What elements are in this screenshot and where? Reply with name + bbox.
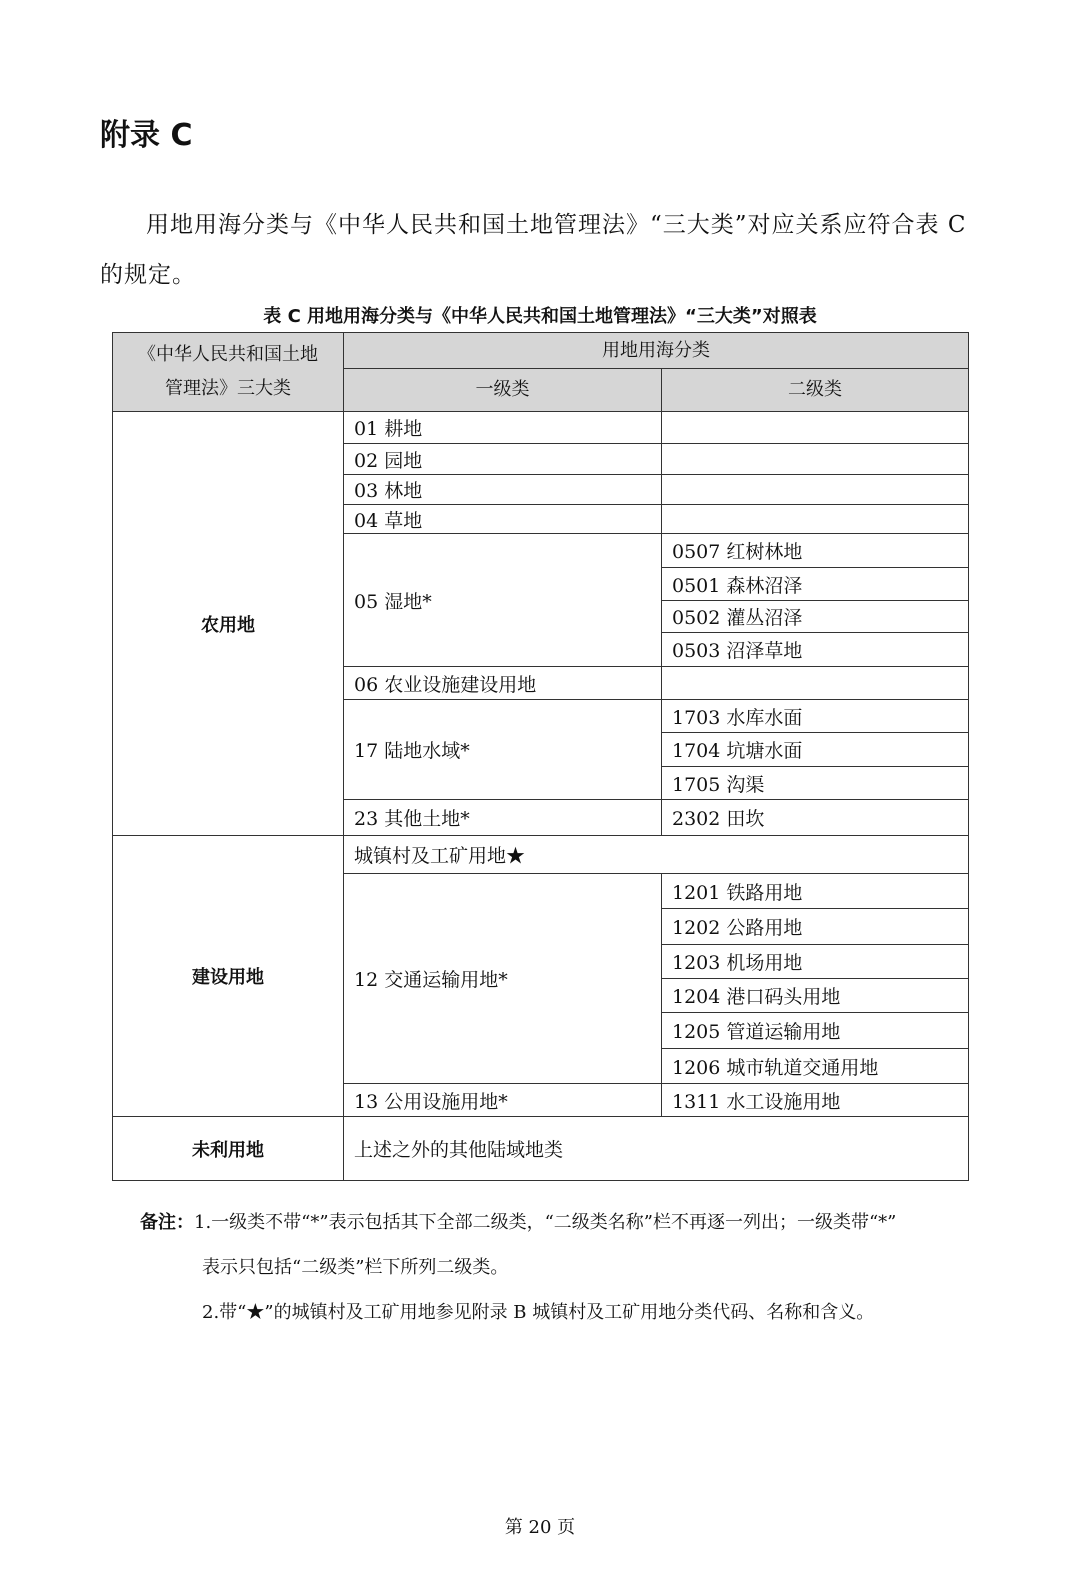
header-col1-line2: 管理法》三大类: [165, 378, 291, 399]
level1-cell: 01 耕地: [344, 412, 662, 444]
level2-cell: 1203 机场用地: [662, 945, 969, 979]
level1-cell: 06 农业设施建设用地: [344, 667, 662, 700]
level2-cell: 0501 森林沼泽: [662, 568, 969, 601]
level1-cell-merged: 上述之外的其他陆域地类: [344, 1117, 969, 1181]
appendix-title: 附录 C: [100, 118, 193, 153]
header-land-law-categories: [113, 333, 344, 412]
note-1-line-1: [140, 1200, 985, 1245]
level2-cell-empty: [662, 475, 969, 505]
category-construction: 建设用地: [113, 836, 344, 1117]
level2-cell: 1202 公路用地: [662, 909, 969, 945]
level2-cell-empty: [662, 505, 969, 534]
level1-cell: 13 公用设施用地*: [344, 1084, 662, 1117]
note-1-text: 1.一级类不带“*”表示包括其下全部二级类，“二级类名称”栏不再逐一列出；一级类带“*”: [194, 1212, 897, 1233]
level2-cell-empty: [662, 444, 969, 475]
level2-cell: 0503 沼泽草地: [662, 633, 969, 667]
note-1-line-2: 表示只包括“二级类”栏下所列二级类。: [202, 1257, 509, 1278]
category-unused: 未利用地: [113, 1117, 344, 1181]
notes-label: 备注：: [140, 1212, 194, 1233]
level1-cell-merged: 城镇村及工矿用地★: [344, 836, 969, 874]
level2-cell: 1703 水库水面: [662, 700, 969, 733]
level2-cell-empty: [662, 667, 969, 700]
level1-cell: 03 林地: [344, 475, 662, 505]
header-level2: 二级类: [662, 369, 969, 412]
header-col1-line1: 《中华人民共和国土地: [138, 344, 318, 365]
header-level1: 一级类: [344, 369, 662, 412]
level2-cell: 1205 管道运输用地: [662, 1013, 969, 1049]
note-2: 2.带“★”的城镇村及工矿用地参见附录 B 城镇村及工矿用地分类代码、名称和含义。: [202, 1302, 875, 1323]
level1-cell: 04 草地: [344, 505, 662, 534]
level2-cell: 1705 沟渠: [662, 767, 969, 800]
level1-cell: 05 湿地*: [344, 534, 662, 667]
level2-cell: 0507 红树林地: [662, 534, 969, 568]
page-number: 第 20 页: [504, 1517, 576, 1538]
level1-cell: 17 陆地水域*: [344, 700, 662, 800]
level2-cell: 1206 城市轨道交通用地: [662, 1049, 969, 1084]
level2-cell-empty: [662, 412, 969, 444]
table-caption: 表 C 用地用海分类与《中华人民共和国土地管理法》“三大类”对照表: [263, 306, 817, 327]
level2-cell: 1201 铁路用地: [662, 874, 969, 909]
level2-cell: 0502 灌丛沼泽: [662, 601, 969, 633]
table-notes: [140, 1200, 985, 1335]
classification-table: [112, 332, 969, 1181]
intro-paragraph: 用地用海分类与《中华人民共和国土地管理法》“三大类”对应关系应符合表 C 的规定。: [100, 212, 967, 288]
level2-cell: 1204 港口码头用地: [662, 979, 969, 1013]
level1-cell: 23 其他土地*: [344, 800, 662, 836]
level2-cell: 1704 坑塘水面: [662, 733, 969, 767]
category-agricultural: 农用地: [113, 412, 344, 836]
level2-cell: 2302 田坎: [662, 800, 969, 836]
level1-cell: 12 交通运输用地*: [344, 874, 662, 1084]
level2-cell: 1311 水工设施用地: [662, 1084, 969, 1117]
header-classification-group: 用地用海分类: [344, 333, 969, 369]
level1-cell: 02 园地: [344, 444, 662, 475]
